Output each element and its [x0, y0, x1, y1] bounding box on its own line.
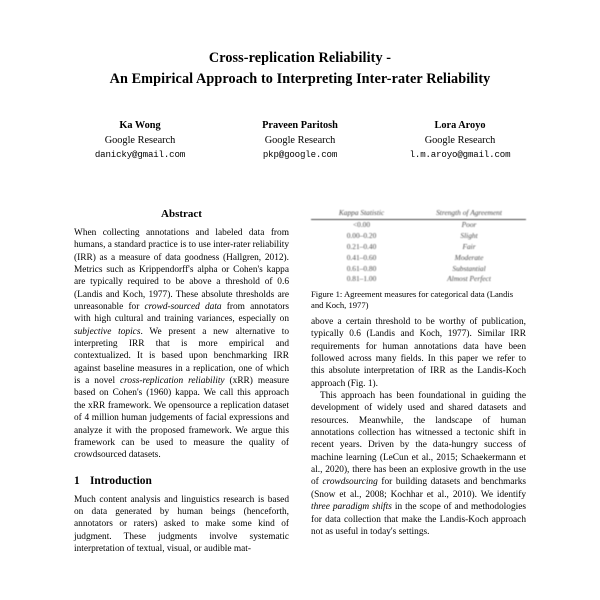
- cell-kappa-statistic: <0.00: [352, 220, 371, 230]
- agreement-measures-table: [311, 208, 526, 284]
- introduction-paragraph: Much content analysis and linguistics research is based on data generated by human beings (henceforth, annotators or raters) asked to make some kind of judgment. These judgments involve systematic interpretation of textual, visual, or audible mat-: [74, 494, 289, 554]
- author-email[interactable]: pkp@google.com: [262, 149, 338, 161]
- author-block: [380, 119, 540, 162]
- author-affiliation: Google Research: [424, 134, 496, 146]
- cell-strength: Almost Perfect: [447, 274, 491, 284]
- table-row: [311, 273, 526, 284]
- cell-strength: Moderate: [454, 252, 484, 262]
- page-title: [65, 48, 535, 91]
- author-name: Lora Aroyo: [434, 119, 486, 131]
- abstract-heading: Abstract: [161, 208, 202, 220]
- author-affiliation: Google Research: [104, 134, 176, 146]
- abstract-paragraph: When collecting annotations and labeled data from humans, a standard practice is to use inter-rater reliability (IRR) as a measure of data goodness (Hallgren, 2012). Metrics such as Krippendorff's alpha or Cohen's kappa are typically required to be above a threshold of 0.6 (Landis and Koch, 1977). These absolute thresholds are unreasonable for crowd-sourced data from annotators with high cultural and training variances, especially on subjective topics. We present a new alternative to interpreting IRR that is more empirical and contextualized. It is based upon benchmarking IRR against baseline measures in a replication, one of which is a novel cross-replication reliability (xRR) measure based on Cohen's (1960) kappa. We call this approach the xRR framework. We opensource a replication dataset of 4 million human judgements of facial expressions and analyze it with the proposed framework. We argue this framework can be used to measure the quality of crowdsourced datasets.: [74, 228, 289, 461]
- section-title: Introduction: [90, 474, 152, 487]
- table-row: [311, 263, 526, 274]
- title-line-1: Cross-replication Reliability -: [208, 50, 392, 66]
- right-column: [311, 208, 526, 555]
- author-block: [220, 119, 380, 162]
- table-row: [311, 219, 526, 230]
- cell-strength: Slight: [460, 231, 478, 241]
- table-header: [311, 208, 526, 219]
- cell-strength: Substantial: [452, 263, 486, 273]
- section-number: 1: [74, 474, 80, 487]
- two-column-body: [0, 208, 600, 555]
- cell-kappa-statistic: 0.21–0.40: [346, 241, 377, 251]
- title-block: [0, 0, 600, 91]
- author-block: [60, 119, 220, 162]
- cell-strength: Fair: [462, 241, 476, 251]
- table-body: [311, 219, 526, 284]
- table-row: [311, 252, 526, 263]
- author-email[interactable]: danicky@gmail.com: [94, 149, 186, 161]
- figure-caption: Figure 1: Agreement measures for categorical data (Landis and Koch, 1977): [311, 289, 514, 310]
- cell-kappa-statistic: 0.00–0.20: [346, 231, 377, 241]
- section-heading-introduction: [74, 475, 289, 487]
- author-name: Praveen Paritosh: [262, 119, 338, 131]
- author-affiliation: Google Research: [264, 134, 336, 146]
- column-header-strength-of-agreement: Strength of Agreement: [412, 208, 526, 219]
- cell-strength: Poor: [461, 220, 477, 230]
- author-list: [0, 119, 600, 162]
- author-name: Ka Wong: [119, 119, 161, 131]
- author-email[interactable]: l.m.aroyo@gmail.com: [409, 149, 511, 161]
- table-row: [311, 230, 526, 241]
- figure-1: [311, 208, 526, 310]
- cell-kappa-statistic: 0.61–0.80: [346, 263, 377, 273]
- column-header-kappa-statistic: Kappa Statistic: [311, 208, 412, 219]
- table-header-row: [311, 208, 526, 219]
- right-paragraph-2: This approach has been foundational in guiding the development of widely used and shared datasets and resources. Meanwhile, the landscape of human annotations collection has witnessed a tectonic shift in recent years. Driven by the data-hungry success of machine learning (LeCun et al., 2015; Schaekermann et al., 2020), there has been an explosive growth in the use of crowdsourcing for building datasets and benchmarks (Snow et al., 2008; Kochhar et al., 2010). We identify three paradigm shifts in the scope of and methodologies for data collection that make the Landis-Koch approach not as useful in today's settings.: [311, 391, 527, 537]
- left-column: [74, 208, 289, 555]
- table-row: [311, 241, 526, 252]
- title-line-2: An Empirical Approach to Interpreting Inter-rater Reliability: [109, 71, 491, 88]
- right-paragraph-1: above a certain threshold to be worthy of publication, typically 0.6 (Landis and Koch, 1977). Similar IRR requirements for human annotations data have been followed across many fields. In this paper we refer to this absolute interpretation of IRR as the Landis-Koch approach (Fig. 1).: [311, 317, 526, 389]
- cell-kappa-statistic: 0.41–0.60: [346, 252, 377, 262]
- cell-kappa-statistic: 0.81–1.00: [346, 274, 377, 284]
